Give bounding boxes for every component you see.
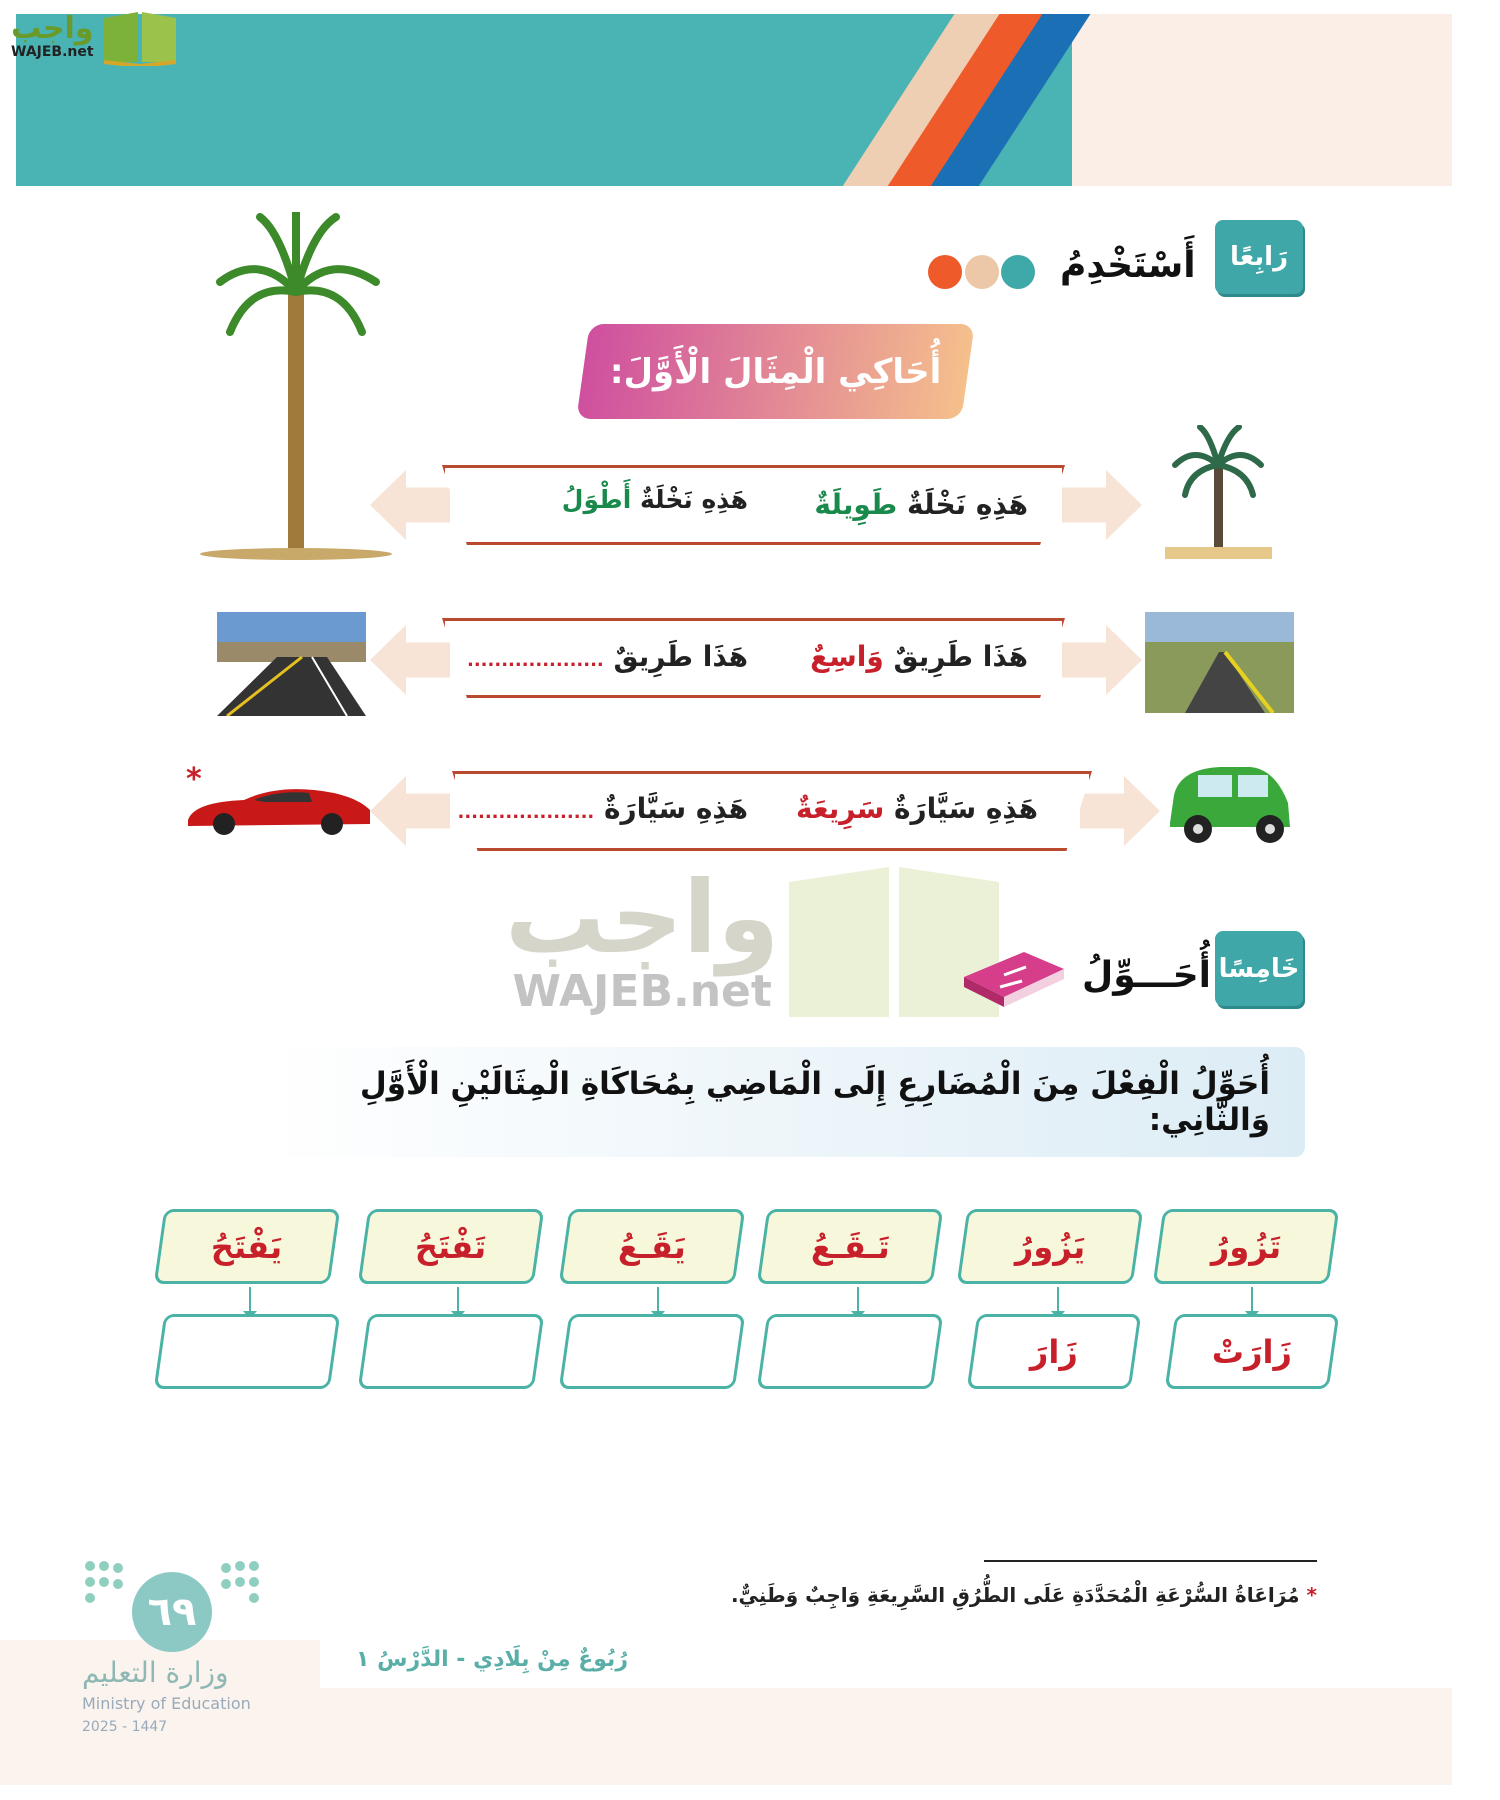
present-verb-box: تَزُورُ bbox=[1153, 1209, 1340, 1284]
present-verb-box: يَزُورُ bbox=[957, 1209, 1144, 1284]
sentence-wide: هَذَا طَرِيقٌ وَاسِعٌ bbox=[810, 640, 1028, 673]
arrow-left-icon bbox=[370, 625, 450, 695]
section-badge-fourth: رَابِعًا bbox=[1215, 220, 1303, 294]
watermark: واجب WAJEB.net bbox=[505, 862, 1009, 1022]
logo-arabic: واجب bbox=[11, 11, 94, 46]
convert-book-icon bbox=[964, 947, 1065, 1008]
present-verb-box: يَفْتَحُ bbox=[154, 1209, 341, 1284]
past-verb-field[interactable] bbox=[559, 1314, 746, 1389]
ministry-name-en: Ministry of Education bbox=[82, 1694, 251, 1713]
sentence-road-blank: هَذَا طَرِيقٌ .................... bbox=[467, 640, 748, 673]
dot-teal bbox=[1001, 255, 1035, 289]
down-arrow-icon bbox=[1057, 1287, 1059, 1313]
sentence-car-blank: هَذِهِ سَيَّارَةٌ .................... bbox=[457, 792, 748, 825]
sentence-taller: هَذِهِ نَخْلَةٌ أَطْوَلُ bbox=[561, 485, 748, 514]
wide-road-image bbox=[217, 612, 366, 716]
footnote-divider bbox=[984, 1560, 1317, 1562]
present-verb-box: تَفْتَحُ bbox=[358, 1209, 545, 1284]
arrow-right-icon bbox=[1080, 776, 1160, 846]
present-verb-box: تَـقَـعُ bbox=[757, 1209, 944, 1284]
past-verb-field[interactable] bbox=[358, 1314, 545, 1389]
section-title-convert: أُحَـــوِّلُ bbox=[1082, 955, 1212, 996]
past-verb-field[interactable]: زَارَتْ bbox=[1165, 1314, 1340, 1389]
down-arrow-icon bbox=[1251, 1287, 1253, 1313]
header-banner bbox=[16, 14, 1452, 186]
present-verb-box: يَقَـعُ bbox=[559, 1209, 746, 1284]
ministry-name-ar: وزارة التعليم bbox=[82, 1656, 229, 1689]
wajeb-logo bbox=[11, 8, 180, 66]
sentence-fast: هَذِهِ سَيَّارَةٌ سَرِيعَةٌ bbox=[795, 792, 1038, 825]
edition-year: 2025 - 1447 bbox=[82, 1719, 168, 1735]
past-verb-field[interactable] bbox=[154, 1314, 341, 1389]
down-arrow-icon bbox=[457, 1287, 459, 1313]
arrow-right-icon bbox=[1062, 470, 1142, 540]
tall-palm-image bbox=[200, 212, 396, 560]
section-title-use: أَسْتَخْدِمُ bbox=[1060, 245, 1196, 286]
down-arrow-icon bbox=[657, 1287, 659, 1313]
lesson-label: رُبُوعٌ مِنْ بِلَادِي - الدَّرْسُ ١ bbox=[356, 1647, 628, 1672]
dot-orange bbox=[928, 255, 962, 289]
example-banner: أُحَاكِي الْمِثَالَ الْأَوَّلَ: bbox=[576, 324, 974, 419]
narrow-road-image bbox=[1145, 612, 1294, 713]
blank-line[interactable]: .................... bbox=[467, 650, 604, 671]
down-arrow-icon bbox=[249, 1287, 251, 1313]
past-verb-field[interactable]: زَارَ bbox=[967, 1314, 1142, 1389]
arrow-left-icon bbox=[370, 776, 450, 846]
sentence-tall: هَذِهِ نَخْلَةٌ طَوِيلَةٌ bbox=[814, 488, 1028, 521]
red-sports-car-image bbox=[184, 780, 373, 836]
page-number-circle: ٦٩ bbox=[132, 1572, 212, 1652]
small-palm-image bbox=[1165, 425, 1272, 559]
green-car-image bbox=[1160, 763, 1294, 847]
footnote: * مُرَاعَاةُ السُّرْعَةِ الْمُحَدَّدَةِ عَلَى الطُّرُقِ السَّرِيعَةِ وَاجِبٌ وَطَنِيٌّ. bbox=[730, 1583, 1317, 1607]
footnote-asterisk: * bbox=[186, 762, 202, 797]
arrow-right-icon bbox=[1062, 625, 1142, 695]
instruction-box: أُحَوِّلُ الْفِعْلَ مِنَ الْمُضَارِعِ إِلَى الْمَاضِي بِمُحَاكَاةِ الْمِثَالَيْنِ الْأَوَّلِ وَالثَّانِي: bbox=[264, 1047, 1305, 1157]
down-arrow-icon bbox=[857, 1287, 859, 1313]
logo-latin: WAJEB.net bbox=[11, 44, 94, 60]
section-badge-fifth: خَامِسًا bbox=[1215, 931, 1303, 1006]
dot-beige bbox=[965, 255, 999, 289]
past-verb-field[interactable] bbox=[757, 1314, 944, 1389]
ministry-logo bbox=[80, 1556, 264, 1756]
book-icon bbox=[100, 8, 180, 66]
blank-line[interactable]: .................... bbox=[457, 802, 595, 823]
